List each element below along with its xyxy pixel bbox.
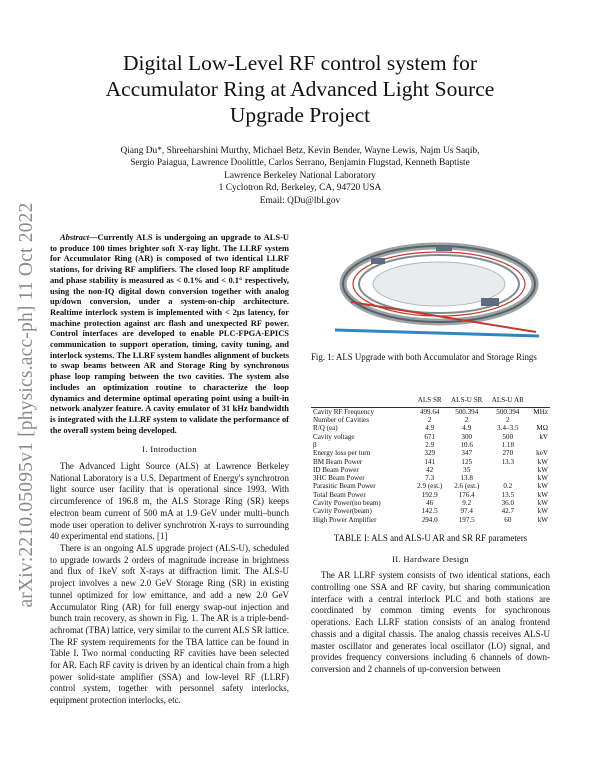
intro-paragraph-1: The Advanced Light Source (ALS) at Lawrence Berkeley National Laboratory is a U.S. Department of Energy's synchrotron light source user facility that is operational since 1993. With circumference of 196.8 m, the ALS Storage Ring (SR) keeps electron beam current of 500 mA at 1.9 GeV under multi–bunch mode user operation to deliver synchrotron X-rays to surrounding 40 experimental end stations. [1]	[50, 461, 289, 542]
table-row	[311, 424, 550, 432]
parameter-value: 192.9	[421, 490, 438, 499]
section-2-heading: II. Hardware Design	[392, 553, 469, 564]
parameter-value: 2.9 (est.)	[417, 482, 443, 491]
parameter-value: 499.64	[419, 407, 440, 416]
arxiv-watermark	[12, 195, 42, 615]
parameter-name: BM Beam Power	[313, 457, 363, 466]
parameter-value: 142.5	[421, 507, 438, 516]
table-row	[311, 441, 550, 449]
left-column	[50, 232, 289, 707]
parameter-value: 347	[461, 449, 473, 458]
parameter-value: 4.9	[425, 424, 435, 433]
address: 1 Cyclotron Rd, Berkeley, CA, 94720 USA	[218, 183, 382, 194]
parameter-name: ID Beam Power	[313, 465, 359, 474]
parameter-name: Number of Cavities	[313, 416, 369, 425]
table-row	[311, 433, 550, 441]
parameter-value: 42	[426, 465, 434, 474]
table-header: ALS-U AR	[487, 396, 529, 408]
table-row	[311, 499, 550, 507]
parameter-name: Cavity RF Frequency	[313, 407, 375, 416]
parameter-value: 125	[461, 457, 473, 466]
parameter-value: 9.2	[462, 499, 472, 508]
parameter-name: Parasitic Beam Power	[313, 482, 376, 491]
parameter-value: 2	[506, 416, 510, 425]
parameter-value: 2.9	[425, 440, 435, 449]
parameter-unit: MHz	[533, 407, 548, 416]
parameter-unit: kW	[537, 499, 548, 508]
author-line-1: Qiang Du*, Shreeharshini Murthy, Michael Betz, Kevin Bender, Wayne Lewis, Najm Us Saqib,	[120, 146, 480, 156]
table-row	[311, 407, 550, 416]
parameter-value: 35	[463, 465, 471, 474]
parameter-name: R/Q (ea)	[313, 424, 338, 433]
parameter-value: 46	[426, 499, 434, 508]
table-row	[311, 482, 550, 490]
arxiv-id: arXiv:2210.05095v1 [physics.acc-ph] 11 Oct 2022	[16, 202, 37, 608]
title-line-1: Digital Low-Level RF control system for	[122, 51, 478, 75]
parameter-name: β	[313, 440, 317, 449]
table-row	[311, 449, 550, 457]
parameter-value: 270	[502, 449, 514, 458]
abstract	[50, 232, 289, 435]
table-row	[311, 474, 550, 482]
parameter-name: High Power Amplifier	[313, 515, 377, 524]
parameter-value: 0.2	[503, 482, 513, 491]
parameter-unit	[529, 416, 550, 424]
parameter-value: 500	[502, 432, 514, 441]
parameter-value: 3.4–3.5	[497, 424, 519, 433]
table-row	[311, 416, 550, 424]
parameter-value: 42.7	[501, 507, 515, 516]
title-line-3: Upgrade Project	[229, 103, 371, 127]
parameter-name: Cavity Power(beam)	[313, 507, 372, 516]
accelerator-rings-image	[331, 232, 541, 342]
intro-paragraph-2: There is an ongoing ALS upgrade project (ALS-U), scheduled to upgrade towards 2 orders of magnitude increase in brightness and flux of 1keV soft X-rays at diffraction limit. The ALS-U project involves a new 2.0 GeV Storage Ring (SR) in existing tunnel optimized for low emittance, and add a new 2.0 GeV Accumulator Ring (AR) for full energy swap-out injection and bunch train recovery, as shown in Fig. 1. The AR is a triple-bend-achromat (TBA) lattice, very similar to the current ALS SR lattice. The RF system requirements for the TBA lattice can be found in Table I. Two normal conducting RF cavities have been selected for AR. Each RF cavity is driven by an identical chain from a high power solid-state amplifier (SSA) and low-level RF (LLRF) control system, together with personnel safety interlocks, equipment protection interlocks, etc.	[50, 542, 289, 706]
rf-parameters-table	[311, 396, 550, 524]
abstract-label: Abstract	[60, 232, 90, 242]
table-row	[311, 466, 550, 474]
table-header: ALS SR	[413, 396, 446, 408]
parameter-name: Total Beam Power	[313, 490, 366, 499]
abstract-text: —Currently ALS is undergoing an upgrade to ALS-U to produce 100 times brighter soft X-ray light. The LLRF system for Accumulator Ring (AR) is composed of two identical LLRF stations, for driving RF amplifiers. The closed loop RF amplitude and phase stability is measured as < 0.1% and < 0.1° respectively, using the non-IQ digital down conversion together with analog up/down conversion, under a system-on-chip architecture. Realtime interlock system is implemented with < 2μs latency, for machine protection against arc flash and unexpected RF power. Control interfaces are developed to enable PLC-FPGA-EPICS communication to support operation, timing, cavity tuning, and interlock systems. The LLRF system handles alignment of buckets to swap beams between AR and Storage Ring by synchronous phase loop ramping between the two cavities. The system also includes an optimization routine to characterize the loop dynamics and determine optimal operating point using a built-in network analyzer feature. A cavity emulator of 31 kHz bandwidth is integrated with the LLRF system to validate the performance of the overall system being developed.	[50, 232, 289, 435]
parameter-unit: kW	[537, 457, 548, 466]
figure-1-caption: Fig. 1: ALS Upgrade with both Accumulator and Storage Rings	[311, 352, 537, 362]
parameter-unit	[529, 441, 550, 449]
table-body	[311, 407, 550, 524]
parameter-value: 13.3	[501, 457, 515, 466]
parameter-value: 13.5	[501, 490, 515, 499]
parameter-value: 197.5	[458, 515, 475, 524]
parameter-unit: kW	[537, 482, 548, 491]
parameter-unit: kW	[537, 474, 548, 483]
parameter-value: 671	[424, 432, 436, 441]
parameter-value: 36.0	[501, 499, 515, 508]
parameter-name: Cavity Power(no beam)	[313, 499, 381, 508]
parameter-unit: kW	[537, 490, 548, 499]
parameter-unit: kW	[537, 515, 548, 524]
parameter-value: 60	[504, 515, 512, 524]
table-1-caption: TABLE I: ALS and ALS-U AR and SR RF parameters	[333, 532, 528, 543]
parameter-name: Energy loss per turn	[313, 449, 371, 458]
parameter-value: 300	[461, 432, 473, 441]
section-1-heading: I. Introduction	[142, 444, 197, 455]
parameter-value	[487, 474, 529, 482]
table-header	[529, 396, 550, 408]
hardware-paragraph-1: The AR LLRF system consists of two identical stations, each controlling one SSA and RF cavity, but sharing communication interface with a central interlock PLC and both stations are coordinated by common timing events for synchronous operations. Each LLRF station consists of an analog frontend chassis and a digital chassis. The analog chassis receives ALS-U master oscillator and generates local oscillator (LO) signal, and provides frequency conversions including 6 channels of down-conversion and 2 channels of up-conversion between	[311, 570, 550, 674]
parameter-value: 4.9	[462, 424, 472, 433]
affiliation: Lawrence Berkeley National Laboratory	[224, 170, 376, 181]
author-line-2: Sergio Paiagua, Lawrence Doolittle, Carlos Serrano, Benjamin Flugstad, Kenneth Baptiste	[130, 158, 470, 169]
parameter-unit: kW	[537, 507, 548, 516]
parameter-value: 97.4	[460, 507, 473, 516]
parameter-value: 2	[427, 416, 432, 425]
parameter-name: Cavity voltage	[313, 432, 355, 441]
parameter-value: 7.3	[425, 474, 435, 483]
paper-title	[60, 50, 540, 128]
title-line-2: Accumulator Ring at Advanced Light Source	[105, 77, 495, 101]
email: Email: QDu@lbl.gov	[259, 195, 341, 206]
parameter-value: 2	[464, 416, 469, 425]
table-row	[311, 516, 550, 524]
right-column	[311, 232, 550, 676]
table-header: ALS-U SR	[446, 396, 487, 408]
parameter-value	[487, 466, 529, 474]
parameter-name: 3HC Beam Power	[313, 474, 365, 483]
figure-1	[311, 232, 550, 342]
parameter-value: 500.394	[455, 407, 479, 416]
parameter-value: 176.4	[458, 490, 475, 499]
parameter-value: 2.6 (est.)	[454, 482, 480, 491]
table-row	[311, 507, 550, 515]
parameter-value: 329	[424, 449, 436, 458]
parameter-value: 1.18	[501, 440, 515, 449]
table-header-row	[311, 396, 550, 408]
parameter-value: 500.394	[496, 407, 520, 416]
parameter-value: 13.8	[460, 474, 473, 483]
table-row	[311, 458, 550, 466]
author-block	[60, 145, 540, 207]
parameter-value: 141	[424, 457, 436, 466]
table-row	[311, 491, 550, 499]
parameter-unit: kV	[539, 432, 548, 441]
table-header	[311, 396, 413, 408]
parameter-value: 10.6	[460, 440, 473, 449]
parameter-unit: keV	[536, 449, 548, 458]
parameter-unit: kW	[537, 465, 548, 474]
parameter-value: 294.0	[421, 515, 438, 524]
parameter-unit: MΩ	[536, 424, 548, 433]
